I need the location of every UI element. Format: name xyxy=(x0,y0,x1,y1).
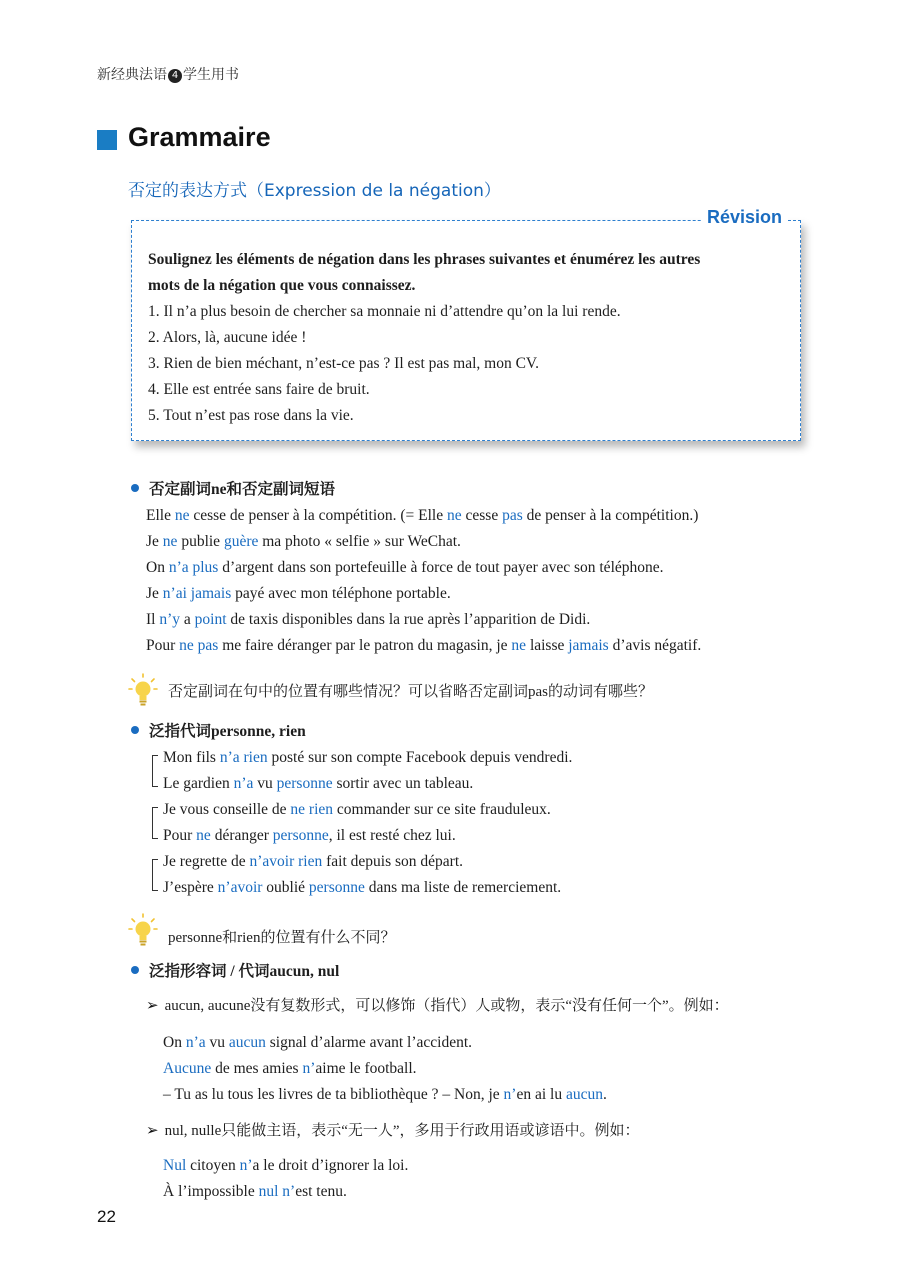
tip-text: 否定副词在句中的位置有哪些情况？可以省略否定副词pas的动词有哪些？ xyxy=(168,684,653,700)
volume-badge: 4 xyxy=(168,69,182,83)
example-sentence: Nul citoyen n’a le droit d’ignorer la loi. xyxy=(163,1157,409,1174)
revision-instruction-line2: mots de la négation que vous connaissez. xyxy=(148,277,416,294)
revision-label: Révision xyxy=(701,207,788,228)
example-sentence: Elle ne cesse de penser à la compétition. (= Elle ne cesse pas de penser à la compétition.) xyxy=(146,507,699,524)
lightbulb-icon xyxy=(128,913,158,949)
example-sentence: Pour ne pas me faire déranger par le patron du magasin, je ne laisse jamais d’avis négatif. xyxy=(146,637,702,654)
example-sentence: Je regrette de n’avoir rien fait depuis son départ. xyxy=(163,853,464,870)
book-title: 新经典法语 xyxy=(97,67,167,83)
revision-item: 5. Tout n’est pas rose dans la vie. xyxy=(148,407,354,424)
example-sentence: Je n’ai jamais payé avec mon téléphone portable. xyxy=(146,585,451,602)
example-sentence: À l’impossible nul n’est tenu. xyxy=(163,1183,347,1200)
example-sentence: Le gardien n’a vu personne sortir avec un tableau. xyxy=(163,775,474,792)
brace-icon xyxy=(152,755,158,787)
example-sentence: Il n’y a point de taxis disponibles dans la rue après l’apparition de Didi. xyxy=(146,611,591,628)
example-sentence: J’espère n’avoir oublié personne dans ma liste de remerciement. xyxy=(163,879,562,896)
part2-heading: 泛指代词personne, rien xyxy=(131,719,306,745)
usage-note: ➢ aucun, aucune没有复数形式，可以修饰（指代）人或物，表示“没有任何一个”。例如： xyxy=(146,998,729,1014)
example-sentence: Je vous conseille de ne rien commander sur ce site frauduleux. xyxy=(163,801,551,818)
bullet-icon xyxy=(131,484,139,492)
example-sentence: Pour ne déranger personne, il est resté chez lui. xyxy=(163,827,456,844)
book-header xyxy=(97,64,239,84)
bullet-icon xyxy=(131,966,139,974)
example-sentence: – Tu as lu tous les livres de ta bibliothèque ? – Non, je n’en ai lu aucun. xyxy=(163,1086,607,1103)
example-sentence: Mon fils n’a rien posté sur son compte Facebook depuis vendredi. xyxy=(163,749,573,766)
book-suffix: 学生用书 xyxy=(183,67,239,83)
part3-heading: 泛指形容词 / 代词aucun, nul xyxy=(131,959,339,985)
brace-icon xyxy=(152,807,158,839)
revision-item: 1. Il n’a plus besoin de chercher sa monnaie ni d’attendre qu’on la lui rende. xyxy=(148,303,621,320)
bullet-icon xyxy=(131,726,139,734)
revision-item: 4. Elle est entrée sans faire de bruit. xyxy=(148,381,370,398)
page-number: 22 xyxy=(97,1207,116,1226)
lightbulb-icon xyxy=(128,673,158,709)
arrow-icon: ➢ xyxy=(146,998,159,1014)
example-sentence: Aucune de mes amies n’aime le football. xyxy=(163,1060,417,1077)
section-title: Grammaire xyxy=(128,122,271,152)
example-sentence: On n’a plus d’argent dans son portefeuille à force de tout payer avec son téléphone. xyxy=(146,559,664,576)
revision-item: 2. Alors, là, aucune idée ! xyxy=(148,329,307,346)
section-square-icon xyxy=(97,130,117,150)
section-subtitle: 否定的表达方式（Expression de la négation） xyxy=(128,181,501,201)
revision-item: 3. Rien de bien méchant, n’est-ce pas ? Il est pas mal, mon CV. xyxy=(148,355,539,372)
brace-icon xyxy=(152,859,158,891)
tip-text: personne和rien的位置有什么不同？ xyxy=(168,930,396,946)
revision-instruction-line1: Soulignez les éléments de négation dans les phrases suivantes et énumérez les autres xyxy=(148,251,701,268)
example-sentence: On n’a vu aucun signal d’alarme avant l’accident. xyxy=(163,1034,473,1051)
revision-content xyxy=(148,247,783,429)
part1-heading: 否定副词ne和否定副词短语 xyxy=(131,477,335,503)
example-sentence: Je ne publie guère ma photo « selfie » sur WeChat. xyxy=(146,533,461,550)
usage-note: ➢ nul, nulle只能做主语，表示“无一人”，多用于行政用语或谚语中。例如： xyxy=(146,1123,640,1139)
arrow-icon: ➢ xyxy=(146,1123,159,1139)
